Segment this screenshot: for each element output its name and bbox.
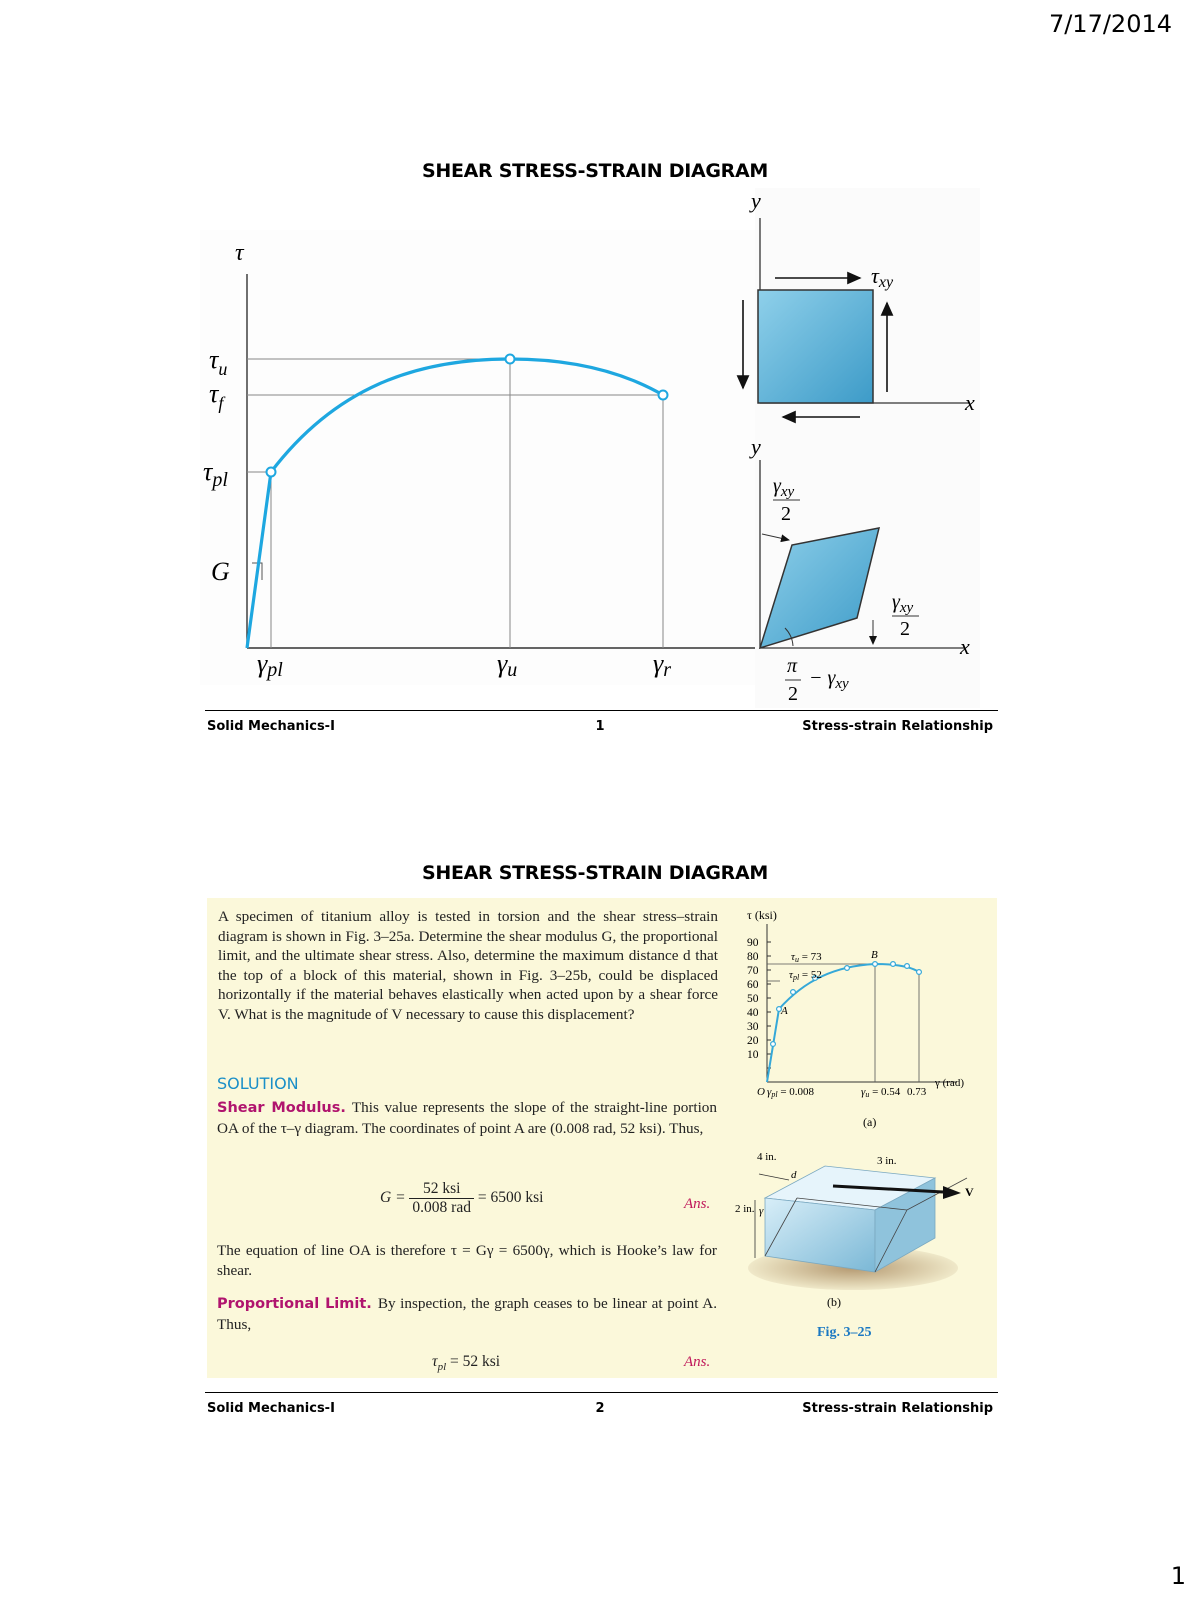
problem-statement: A specimen of titanium alloy is tested in torsion and the shear stress–strain diagram is shown in Fig. 3–25a. Determine the shear modulus G, the proportional limit, and the ultimate shear stress. Also, determine the maximum distance d that the top of a block of this material, shown in Fig. 3–25b, could be displaced horizontally if the material behaves elastically when acted upon by a shear force V. What is the magnitude of V necessary to cause this displacement? (218, 908, 718, 1023)
fig-y-ticks (747, 937, 759, 1061)
element-x-axis-label: x (965, 390, 975, 415)
shear-stress-strain-diagram (195, 188, 1005, 728)
fig-tau-u-label: τu = 73 (791, 951, 822, 964)
svg-text:60: 60 (747, 979, 759, 991)
dim-2in: 2 in. (735, 1203, 755, 1215)
svg-text:10: 10 (747, 1049, 759, 1061)
gamma-r-label: γr (653, 649, 672, 681)
slide2-footer-rule (205, 1392, 998, 1393)
page-date: 7/17/2014 (1048, 10, 1172, 38)
slide1-footer-page: 1 (595, 719, 605, 734)
tau-u-label: $\tau_u$ (209, 345, 228, 379)
rupture-point (659, 391, 668, 400)
fig-caption-b: (b) (827, 1295, 841, 1309)
hooke-law-paragraph: The equation of line OA is therefore τ = Gγ = 6500γ, which is Hooke’s law for shear. (217, 1242, 717, 1279)
figure-3-25b-block (735, 1148, 997, 1374)
deformed-y-axis-label: y (751, 434, 761, 459)
proportional-limit-paragraph: Proportional Limit. By inspection, the graph ceases to be linear at point A. Thus, (217, 1295, 717, 1333)
svg-text:80: 80 (747, 951, 759, 963)
slide2-footer-right: Stress-strain Relationship (802, 1401, 993, 1416)
minus-gamma-xy: − $\gamma_{xy}$ (809, 667, 849, 692)
tau-f-label: $\tau_f$ (209, 379, 224, 413)
deformed-x-axis-label: x (960, 634, 970, 659)
slide2-footer-page: 2 (595, 1401, 605, 1416)
fig-point-a: A (781, 1005, 788, 1017)
gamma-pl-label: γpl (257, 649, 283, 681)
svg-text:2: 2 (900, 618, 910, 640)
tau-pl-label: $\tau_{pl}$ (203, 457, 228, 491)
dim-d: d (791, 1169, 797, 1181)
gamma-xy-half-top: $\gamma_{xy}$ (773, 475, 795, 500)
slide1-footer-rule (205, 710, 998, 711)
slide2-title: SHEAR STRESS-STRAIN DIAGRAM (421, 862, 769, 884)
svg-text:50: 50 (747, 993, 759, 1005)
slide1-footer-left: Solid Mechanics-I (207, 719, 335, 734)
pi-over-two-label: π (787, 655, 798, 677)
solution-heading: SOLUTION (217, 1074, 299, 1093)
undeformed-element (758, 290, 873, 403)
svg-text:20: 20 (747, 1035, 759, 1047)
shear-modulus-heading: Shear Modulus. (217, 1100, 346, 1116)
element-y-axis-label: y (751, 188, 761, 213)
svg-text:40: 40 (747, 1007, 759, 1019)
answer-marker-1: Ans. (684, 1196, 711, 1212)
tau-xy-label: τxy (871, 263, 894, 291)
fig-x-axis-label: γ (rad) (935, 1077, 964, 1089)
g-label: G (211, 557, 230, 586)
gamma-angle: γ (759, 1205, 764, 1217)
gamma-u-label: γu (497, 649, 518, 681)
dim-3in: 3 in. (877, 1155, 897, 1167)
svg-text:2: 2 (788, 683, 798, 705)
tau-axis-label: τ (235, 240, 244, 266)
proportional-limit-heading: Proportional Limit. (217, 1296, 372, 1312)
slide1-footer-right: Stress-strain Relationship (802, 719, 993, 734)
slide1-title: SHEAR STRESS-STRAIN DIAGRAM (421, 160, 769, 182)
force-v: V (965, 1185, 974, 1199)
answer-marker-2: Ans. (684, 1354, 711, 1370)
fig-origin: O (757, 1086, 765, 1098)
fig-point-b: B (871, 949, 878, 961)
page-number: 1 (1170, 1562, 1186, 1590)
fig-3-25-label: Fig. 3–25 (817, 1325, 872, 1340)
dim-4in: 4 in. (757, 1151, 777, 1163)
slide2-footer-left: Solid Mechanics-I (207, 1401, 335, 1416)
shear-modulus-paragraph: Shear Modulus. This value represents the slope of the straight-line portion OA of the τ–γ diagram. The coordinates of point A are (0.008 rad, 52 ksi). Thus, (217, 1099, 717, 1137)
svg-text:70: 70 (747, 965, 759, 977)
shear-modulus-equation: G = $\frac{\text{52 ksi}}{\text{0.008 rad}}$ = 6500 ksi (380, 1180, 544, 1216)
fig-gamma-end: 0.73 (907, 1086, 927, 1098)
ultimate-point (506, 355, 515, 364)
fig-gamma-pl-label: γpl = 0.008 (767, 1086, 815, 1099)
svg-text:2: 2 (781, 503, 791, 525)
figure-3-25a-plot (735, 902, 997, 1132)
fig-stress-strain-curve (767, 964, 919, 1082)
gamma-xy-half-bottom: $\gamma_{xy}$ (892, 591, 914, 616)
svg-text:90: 90 (747, 937, 759, 949)
proportional-limit-equation: $\tau_{pl} = 52$ ksi (432, 1353, 501, 1374)
fig-caption-a: (a) (863, 1115, 877, 1129)
fig-gamma-u-label: γu = 0.54 (861, 1086, 901, 1099)
svg-text:30: 30 (747, 1021, 759, 1033)
proportional-limit-point (267, 468, 276, 477)
fig-tau-pl-label: τpl = 52 (789, 969, 822, 982)
fig-y-axis-label: τ (ksi) (747, 908, 777, 922)
